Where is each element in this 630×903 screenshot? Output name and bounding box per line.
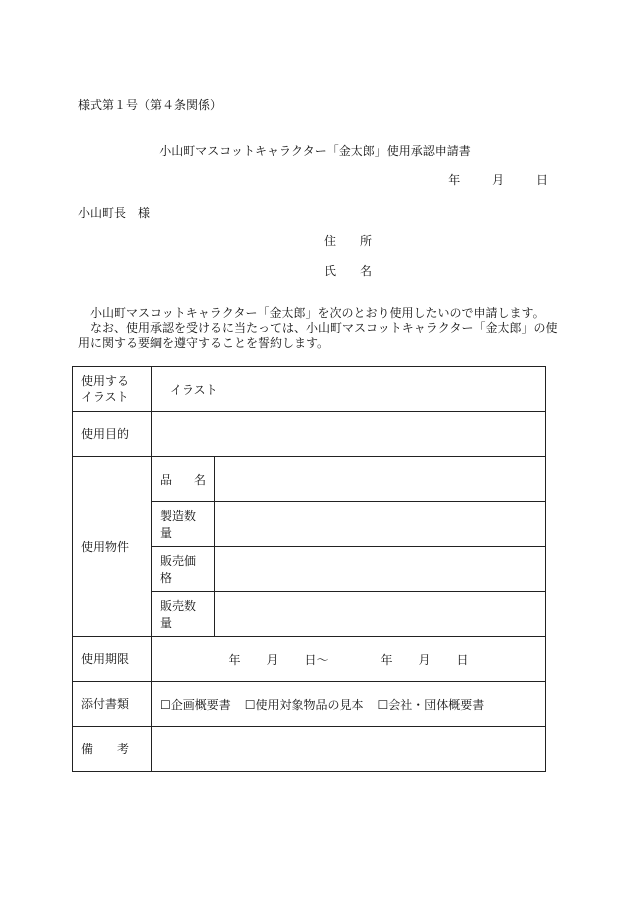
name-char-2: 名 bbox=[360, 264, 373, 278]
row-illustration bbox=[73, 367, 546, 412]
period-end bbox=[381, 651, 469, 668]
product-name-char-2: 名 bbox=[193, 472, 206, 487]
date-month-label: 月 bbox=[492, 173, 505, 187]
attachment-product-sample-checkbox[interactable]: ☐使用対象物品の見本 bbox=[244, 697, 364, 712]
remarks-char-2: 考 bbox=[116, 742, 129, 756]
period-end-day: 日 bbox=[456, 652, 469, 667]
purpose-label: 使用目的 bbox=[73, 412, 152, 457]
period-start bbox=[228, 651, 328, 668]
sale-price-label: 販売価格 bbox=[152, 547, 215, 592]
address-char-2: 所 bbox=[360, 234, 373, 248]
address-char-1: 住 bbox=[324, 234, 337, 248]
statement-paragraph-1: 小山町マスコットキャラクター「金太郎」を次のとおり使用したいので申請します。 bbox=[90, 306, 545, 320]
period-field[interactable] bbox=[152, 637, 546, 682]
sale-qty-label: 販売数量 bbox=[152, 592, 215, 637]
product-name-char-1: 品 bbox=[160, 472, 173, 487]
form-reference: 様式第１号（第４条関係） bbox=[78, 98, 223, 112]
application-statement bbox=[78, 306, 558, 351]
production-qty-field[interactable] bbox=[215, 502, 546, 547]
date-day-label: 日 bbox=[535, 173, 548, 187]
row-period bbox=[73, 637, 546, 682]
period-start-day: 日〜 bbox=[304, 652, 329, 667]
date-year-label: 年 bbox=[448, 173, 461, 187]
remarks-field[interactable] bbox=[152, 727, 546, 772]
period-start-year: 年 bbox=[228, 652, 241, 667]
addressee: 小山町長 様 bbox=[78, 206, 151, 220]
applicant-name-label bbox=[324, 262, 372, 279]
attachments-checklist bbox=[152, 682, 546, 727]
attachments-label: 添付書類 bbox=[73, 682, 152, 727]
application-date bbox=[448, 171, 548, 188]
article-label: 使用物件 bbox=[73, 457, 152, 637]
attachment-plan-summary-checkbox[interactable]: ☐企画概要書 bbox=[160, 697, 231, 712]
period-end-month: 月 bbox=[418, 652, 431, 667]
product-name-label bbox=[152, 457, 215, 502]
row-product-name bbox=[73, 457, 546, 502]
application-form-table bbox=[72, 366, 546, 772]
period-start-month: 月 bbox=[266, 652, 279, 667]
attachment-company-overview-checkbox[interactable]: ☐会社・団体概要書 bbox=[377, 697, 485, 712]
illustration-label-line2: イラスト bbox=[81, 390, 129, 404]
row-purpose bbox=[73, 412, 546, 457]
illustration-value[interactable]: イラスト bbox=[152, 367, 546, 412]
period-label: 使用期限 bbox=[73, 637, 152, 682]
product-name-field[interactable] bbox=[215, 457, 546, 502]
illustration-label-line1: 使用する bbox=[81, 374, 130, 388]
period-end-year: 年 bbox=[380, 652, 393, 667]
purpose-field[interactable] bbox=[152, 412, 546, 457]
row-remarks bbox=[73, 727, 546, 772]
row-attachments bbox=[73, 682, 546, 727]
remarks-char-1: 備 bbox=[81, 742, 94, 756]
sale-qty-field[interactable] bbox=[215, 592, 546, 637]
applicant-address-label bbox=[324, 232, 372, 249]
statement-paragraph-2: なお、使用承認を受けるに当たっては、小山町マスコットキャラクター「金太郎」の使用に関する要綱を遵守することを誓約します。 bbox=[78, 321, 558, 350]
document-title: 小山町マスコットキャラクター「金太郎」使用承認申請書 bbox=[159, 144, 471, 158]
sale-price-field[interactable] bbox=[215, 547, 546, 592]
production-qty-label: 製造数量 bbox=[152, 502, 215, 547]
remarks-label bbox=[73, 727, 152, 772]
illustration-label bbox=[73, 367, 152, 412]
name-char-1: 氏 bbox=[324, 264, 337, 278]
